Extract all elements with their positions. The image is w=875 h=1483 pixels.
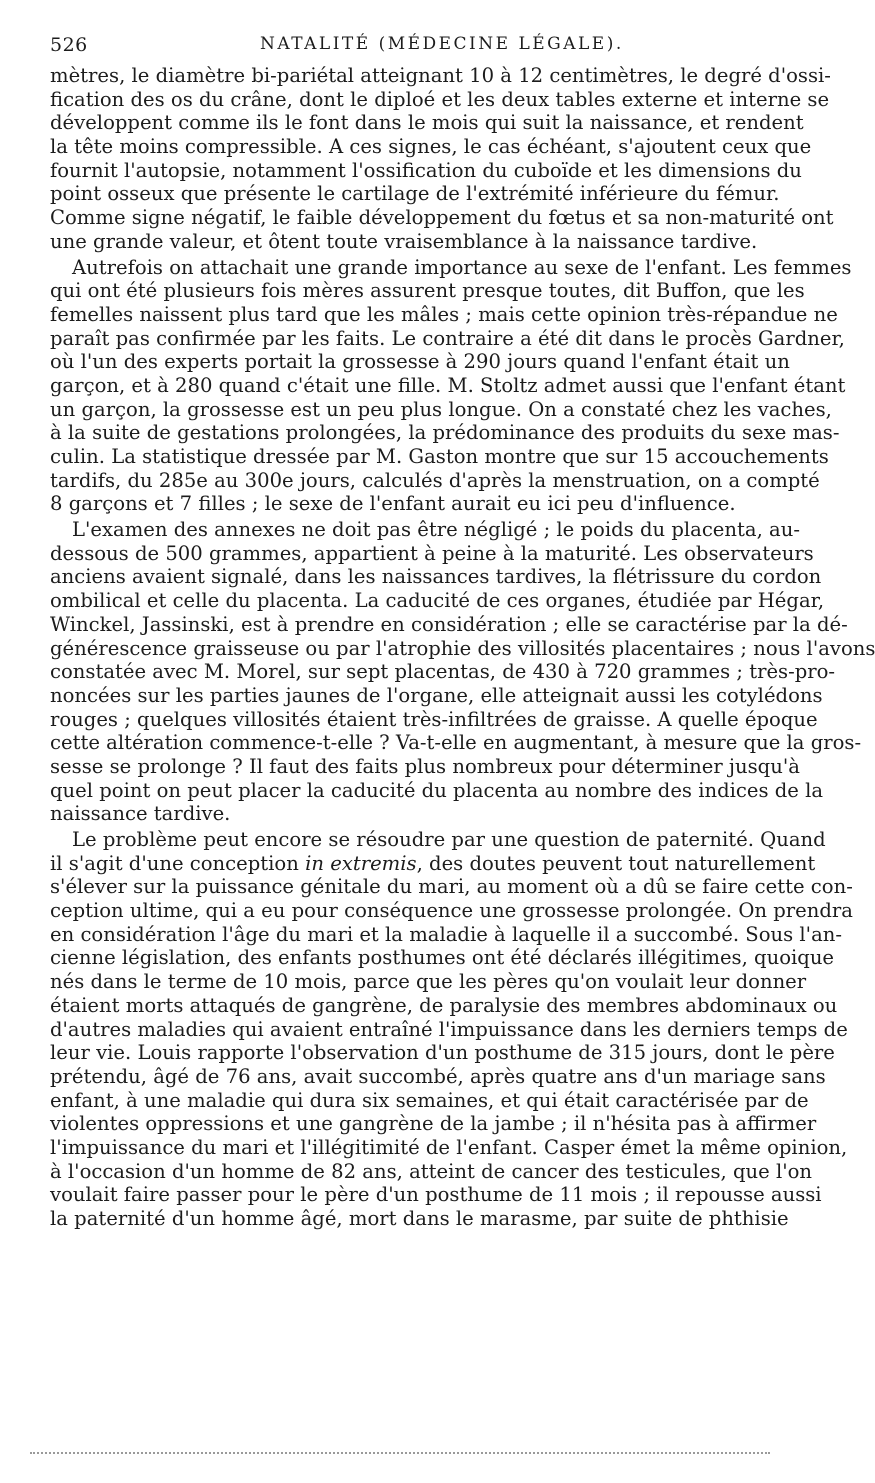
- page-number: 526: [50, 34, 88, 56]
- text-line: voulait faire passer pour le père d'un posthume de 11 mois ; il repousse aussi: [50, 1183, 822, 1207]
- text-line: ombilical et celle du placenta. La caducité de ces organes, étudiée par Hégar,: [50, 589, 825, 613]
- text-line: d'autres maladies qui avaient entraîné l'impuissance dans les derniers temps de: [50, 1017, 848, 1041]
- text-line: il s'agit d'une conception in extremis, des doutes peuvent tout naturellement: [50, 851, 816, 875]
- paragraph: [50, 255, 852, 517]
- footer-dotted-rule: [30, 1452, 770, 1454]
- text-line: une grande valeur, et ôtent toute vraisemblance à la naissance tardive.: [50, 229, 758, 253]
- text-line: naissance tardive.: [50, 802, 231, 826]
- text-line: garçon, et à 280 quand c'était une fille. M. Stoltz admet aussi que l'enfant étant: [50, 373, 846, 397]
- body-text: [50, 64, 875, 1231]
- text-line: développent comme ils le font dans le mois qui suit la naissance, et rendent: [50, 111, 804, 135]
- text-line: prétendu, âgé de 76 ans, avait succombé, après quatre ans d'un mariage sans: [50, 1064, 826, 1088]
- text-line: constatée avec M. Morel, sur sept placentas, de 430 à 720 grammes ; très-pro-: [50, 660, 836, 684]
- text-line: noncées sur les parties jaunes de l'organe, elle atteignait aussi les cotylédons: [50, 683, 823, 707]
- text-line: ception ultime, qui a eu pour conséquence une grossesse prolongée. On prendra: [50, 899, 853, 923]
- text-line: s'élever sur la puissance génitale du mari, au moment où a dû se faire cette con-: [50, 875, 853, 899]
- text-line: où l'un des experts portait la grossesse à 290 jours quand l'enfant était un: [50, 350, 790, 374]
- text-line: anciens avaient signalé, dans les naissances tardives, la flétrissure du cordon: [50, 565, 822, 589]
- text-line: quel point on peut placer la caducité du placenta au nombre des indices de la: [50, 778, 824, 802]
- text-line: enfant, à une maladie qui dura six semaines, et qui était caractérisée par de: [50, 1088, 809, 1112]
- text-line: tardifs, du 285e au 300e jours, calculés d'après la menstruation, on a compté: [50, 468, 820, 492]
- text-line: L'examen des annexes ne doit pas être négligé ; le poids du placenta, au-: [72, 518, 800, 542]
- text-line: paraît pas confirmée par les faits. Le contraire a été dit dans le procès Gardner,: [50, 326, 845, 350]
- text-line: leur vie. Louis rapporte l'observation d'un posthume de 315 jours, dont le père: [50, 1041, 835, 1065]
- text-line: fication des os du crâne, dont le diploé et les deux tables externe et interne se: [50, 87, 830, 111]
- text-line: Comme signe négatif, le faible développement du fœtus et sa non-maturité ont: [50, 206, 834, 230]
- text-line: étaient morts attaqués de gangrène, de paralysie des membres abdominaux ou: [50, 993, 838, 1017]
- text-line: en considération l'âge du mari et la maladie à laquelle il a succombé. Sous l'an-: [50, 922, 842, 946]
- paragraph: [50, 518, 875, 826]
- text-line: cienne législation, des enfants posthumes ont été déclarés illégitimes, quoique: [50, 946, 835, 970]
- text-line: dessous de 500 grammes, appartient à peine à la maturité. Les observateurs: [50, 541, 814, 565]
- text-line: violentes oppressions et une gangrène de la jambe ; il n'hésita pas à affirmer: [50, 1112, 817, 1136]
- text-line: générescence graisseuse ou par l'atrophie des villosités placentaires ; nous l'avons: [50, 636, 875, 660]
- text-line: qui ont été plusieurs fois mères assurent presque toutes, dit Buffon, que les: [50, 279, 805, 303]
- paragraph: [50, 828, 853, 1231]
- text-line: un garçon, la grossesse est un peu plus longue. On a constaté chez les vaches,: [50, 397, 832, 421]
- text-line: femelles naissent plus tard que les mâles ; mais cette opinion très-répandue ne: [50, 302, 838, 326]
- text-line: Autrefois on attachait une grande importance au sexe de l'enfant. Les femmes: [72, 255, 852, 279]
- page-header: [50, 34, 762, 64]
- text-line: à l'occasion d'un homme de 82 ans, atteint de cancer des testicules, que l'on: [50, 1159, 813, 1183]
- text-line: rouges ; quelques villosités étaient très-infiltrées de graisse. A quelle époque: [50, 707, 818, 731]
- text-line: fournit l'autopsie, notamment l'ossification du cuboïde et les dimensions du: [50, 158, 802, 182]
- text-line: 8 garçons et 7 filles ; le sexe de l'enfant aurait eu ici peu d'influence.: [50, 492, 736, 516]
- paragraph: [50, 64, 834, 254]
- text-line: à la suite de gestations prolongées, la prédominance des produits du sexe mas-: [50, 421, 840, 445]
- text-line: Winckel, Jassinski, est à prendre en considération ; elle se caractérise par la dé-: [50, 612, 848, 636]
- text-line: sesse se prolonge ? Il faut des faits plus nombreux pour déterminer jusqu'à: [50, 754, 800, 778]
- text-line: la paternité d'un homme âgé, mort dans le marasme, par suite de phthisie: [50, 1207, 789, 1230]
- text-line: Le problème peut encore se résoudre par une question de paternité. Quand: [72, 828, 826, 851]
- text-line: l'impuissance du mari et l'illégitimité de l'enfant. Casper émet la même opinion,: [50, 1135, 848, 1159]
- text-line: la tête moins compressible. A ces signes, le cas échéant, s'ajoutent ceux que: [50, 135, 812, 159]
- text-line: cette altération commence-t-elle ? Va-t-elle en augmentant, à mesure que la gros-: [50, 731, 862, 755]
- text-line: nés dans le terme de 10 mois, parce que les pères qu'on voulait leur donner: [50, 970, 807, 994]
- text-line: mètres, le diamètre bi-pariétal atteignant 10 à 12 centimètres, le degré d'ossi-: [50, 64, 831, 87]
- running-title: NATALITÉ (MÉDECINE LÉGALE).: [260, 34, 624, 54]
- text-line: point osseux que présente le cartilage de l'extrémité inférieure du fémur.: [50, 182, 780, 206]
- text-line: culin. La statistique dressée par M. Gaston montre que sur 15 accouchements: [50, 445, 829, 468]
